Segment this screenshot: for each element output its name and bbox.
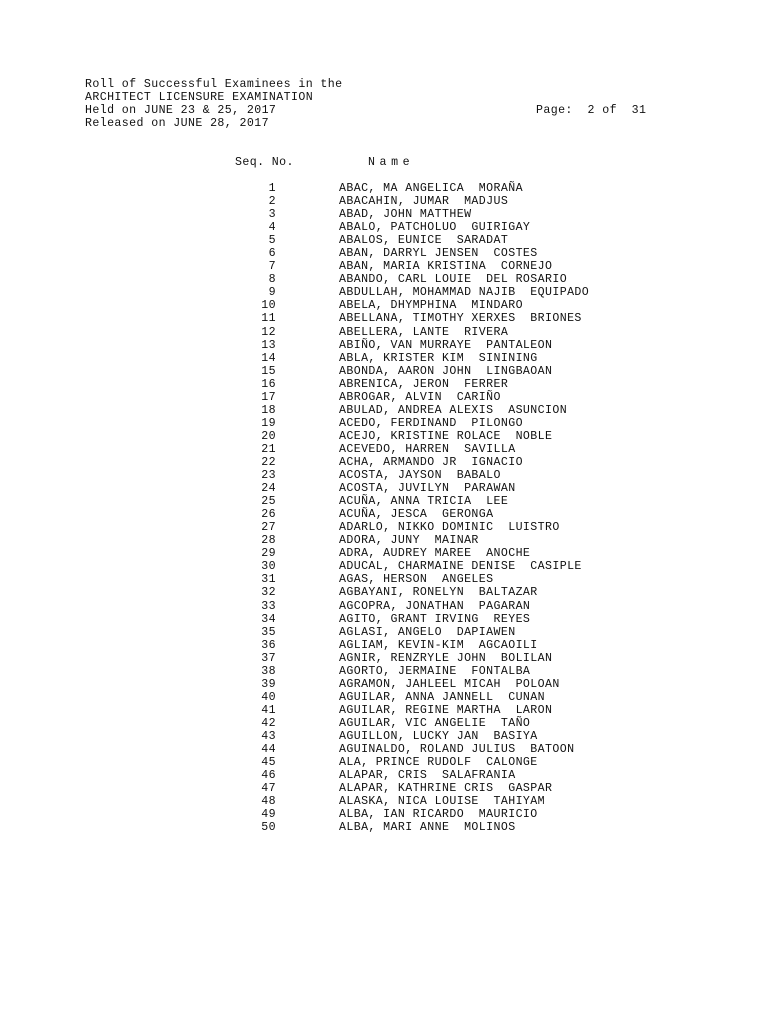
examinee-name: AGUILAR, REGINE MARTHA LARON <box>339 703 553 717</box>
examinee-name: ABAD, JOHN MATTHEW <box>339 208 472 222</box>
examinee-row <box>0 339 768 352</box>
examinee-name: ABAN, MARIA KRISTINA CORNEJO <box>339 260 553 274</box>
seq-number: 6 <box>268 247 276 261</box>
examinee-name: ACEJO, KRISTINE ROLACE NOBLE <box>339 429 553 443</box>
examinee-name: ACOSTA, JUVILYN PARAWAN <box>339 482 516 496</box>
examinee-row <box>0 704 768 717</box>
examinee-name: ABELLERA, LANTE RIVERA <box>339 325 509 339</box>
seq-number: 4 <box>268 221 276 235</box>
seq-number: 50 <box>261 821 276 835</box>
examinee-row <box>0 195 768 208</box>
seq-number: 33 <box>261 599 276 613</box>
examinee-row <box>0 365 768 378</box>
examinee-name: AGCOPRA, JONATHAN PAGARAN <box>339 599 531 613</box>
seq-number: 25 <box>261 495 276 509</box>
examinee-row <box>0 456 768 469</box>
seq-number: 38 <box>261 664 276 678</box>
seq-number: 36 <box>261 638 276 652</box>
examinee-name: ACHA, ARMANDO JR IGNACIO <box>339 455 523 469</box>
seq-number: 45 <box>261 756 276 770</box>
seq-number: 47 <box>261 782 276 796</box>
examinee-name: ABAC, MA ANGELICA MORAÑA <box>339 182 523 195</box>
examinee-row <box>0 208 768 221</box>
examinee-row <box>0 534 768 547</box>
examinee-name: ACEDO, FERDINAND PILONGO <box>339 416 523 430</box>
seq-number: 23 <box>261 469 276 483</box>
examinee-name: ABROGAR, ALVIN CARIÑO <box>339 390 501 404</box>
seq-number: 37 <box>261 651 276 665</box>
examinee-row <box>0 260 768 273</box>
examinee-name: AGUILAR, ANNA JANNELL CUNAN <box>339 690 546 704</box>
examinee-name: AGUINALDO, ROLAND JULIUS BATOON <box>339 743 575 757</box>
examinee-name: ADUCAL, CHARMAINE DENISE CASIPLE <box>339 560 582 574</box>
examinee-name: AGUILLON, LUCKY JAN BASIYA <box>339 729 538 743</box>
examinee-row <box>0 352 768 365</box>
examinee-row <box>0 273 768 286</box>
examinee-name: AGNIR, RENZRYLE JOHN BOLILAN <box>339 651 553 665</box>
examinee-row <box>0 769 768 782</box>
examinee-name: ABANDO, CARL LOUIE DEL ROSARIO <box>339 273 568 287</box>
examinee-name: ABRENICA, JERON FERRER <box>339 377 509 391</box>
examinee-row <box>0 652 768 665</box>
examinee-name: AGBAYANI, RONELYN BALTAZAR <box>339 586 538 600</box>
seq-number: 24 <box>261 482 276 496</box>
examinee-row <box>0 573 768 586</box>
seq-number: 26 <box>261 508 276 522</box>
examinee-name: ABLA, KRISTER KIM SININING <box>339 351 538 365</box>
examinee-row <box>0 560 768 573</box>
examinee-row <box>0 182 768 195</box>
seq-number: 49 <box>261 808 276 822</box>
examinee-row <box>0 312 768 325</box>
examinee-row <box>0 508 768 521</box>
seq-number: 12 <box>261 325 276 339</box>
examinee-row <box>0 613 768 626</box>
seq-number: 46 <box>261 769 276 783</box>
examinee-row <box>0 299 768 312</box>
examinee-row <box>0 665 768 678</box>
examinee-row <box>0 247 768 260</box>
column-header-name: Name <box>368 156 415 169</box>
examinee-name: ALBA, IAN RICARDO MAURICIO <box>339 808 538 822</box>
seq-number: 20 <box>261 429 276 443</box>
examinee-row <box>0 495 768 508</box>
examinee-row <box>0 378 768 391</box>
seq-number: 19 <box>261 416 276 430</box>
examinee-row <box>0 391 768 404</box>
examinee-name: ABULAD, ANDREA ALEXIS ASUNCION <box>339 403 568 417</box>
seq-number: 43 <box>261 729 276 743</box>
examinee-name: ABALOS, EUNICE SARADAT <box>339 234 509 248</box>
examinee-row <box>0 678 768 691</box>
examinee-row <box>0 547 768 560</box>
column-header-seq: Seq. No. <box>235 156 294 169</box>
seq-number: 18 <box>261 403 276 417</box>
examinee-row <box>0 521 768 534</box>
seq-number: 9 <box>268 286 276 300</box>
examinee-row <box>0 782 768 795</box>
document-title: Roll of Successful Examinees in the <box>85 78 343 91</box>
examinee-row <box>0 443 768 456</box>
examinee-row <box>0 795 768 808</box>
seq-number: 32 <box>261 586 276 600</box>
seq-number: 21 <box>261 442 276 456</box>
examinee-name: ABAN, DARRYL JENSEN COSTES <box>339 247 538 261</box>
examinee-name: AGLASI, ANGELO DAPIAWEN <box>339 625 516 639</box>
examinee-row <box>0 234 768 247</box>
seq-number: 3 <box>268 208 276 222</box>
seq-number: 22 <box>261 455 276 469</box>
seq-number: 30 <box>261 560 276 574</box>
examinee-name: ACEVEDO, HARREN SAVILLA <box>339 442 516 456</box>
examinee-name: ALASKA, NICA LOUISE TAHIYAM <box>339 795 546 809</box>
seq-number: 5 <box>268 234 276 248</box>
examinee-list <box>0 182 768 834</box>
examinee-name: ACUÑA, ANNA TRICIA LEE <box>339 495 509 509</box>
exam-name: ARCHITECT LICENSURE EXAMINATION <box>85 91 314 104</box>
examinee-row <box>0 743 768 756</box>
examinee-row <box>0 221 768 234</box>
examinee-row <box>0 469 768 482</box>
seq-number: 40 <box>261 690 276 704</box>
examinee-row <box>0 717 768 730</box>
examinee-row <box>0 586 768 599</box>
examinee-name: AGRAMON, JAHLEEL MICAH POLOAN <box>339 677 560 691</box>
examinee-row <box>0 482 768 495</box>
examinee-row <box>0 430 768 443</box>
seq-number: 16 <box>261 377 276 391</box>
seq-number: 11 <box>261 312 276 326</box>
seq-number: 15 <box>261 364 276 378</box>
seq-number: 10 <box>261 299 276 313</box>
seq-number: 17 <box>261 390 276 404</box>
examinee-name: AGLIAM, KEVIN-KIM AGCAOILI <box>339 638 538 652</box>
examinee-row <box>0 417 768 430</box>
examinee-name: AGITO, GRANT IRVING REYES <box>339 612 531 626</box>
seq-number: 31 <box>261 573 276 587</box>
seq-number: 13 <box>261 338 276 352</box>
seq-number: 8 <box>268 273 276 287</box>
examinee-name: ABALO, PATCHOLUO GUIRIGAY <box>339 221 531 235</box>
examinee-name: ADORA, JUNY MAINAR <box>339 534 479 548</box>
seq-number: 44 <box>261 743 276 757</box>
examinee-name: ABDULLAH, MOHAMMAD NAJIB EQUIPADO <box>339 286 590 300</box>
examinee-name: ADRA, AUDREY MAREE ANOCHE <box>339 547 531 561</box>
examinee-name: ABONDA, AARON JOHN LINGBAOAN <box>339 364 553 378</box>
examinee-row <box>0 821 768 834</box>
examinee-name: ABELA, DHYMPHINA MINDARO <box>339 299 523 313</box>
examinee-name: AGUILAR, VIC ANGELIE TAÑO <box>339 716 531 730</box>
examinee-name: ALAPAR, KATHRINE CRIS GASPAR <box>339 782 553 796</box>
page-number: Page: 2 of 31 <box>536 104 647 117</box>
seq-number: 39 <box>261 677 276 691</box>
examinee-row <box>0 626 768 639</box>
examinee-name: ACOSTA, JAYSON BABALO <box>339 469 501 483</box>
examinee-row <box>0 691 768 704</box>
examinee-row <box>0 639 768 652</box>
examinee-row <box>0 808 768 821</box>
seq-number: 7 <box>268 260 276 274</box>
seq-number: 42 <box>261 716 276 730</box>
examinee-name: AGORTO, JERMAINE FONTALBA <box>339 664 531 678</box>
examinee-name: AGAS, HERSON ANGELES <box>339 573 494 587</box>
examinee-name: ACUÑA, JESCA GERONGA <box>339 508 494 522</box>
seq-number: 48 <box>261 795 276 809</box>
seq-number: 34 <box>261 612 276 626</box>
examinee-name: ABELLANA, TIMOTHY XERXES BRIONES <box>339 312 582 326</box>
examinee-row <box>0 600 768 613</box>
examinee-name: ADARLO, NIKKO DOMINIC LUISTRO <box>339 521 560 535</box>
seq-number: 41 <box>261 703 276 717</box>
examinee-name: ABIÑO, VAN MURRAYE PANTALEON <box>339 338 553 352</box>
examinee-row <box>0 326 768 339</box>
seq-number: 28 <box>261 534 276 548</box>
seq-number: 2 <box>268 195 276 209</box>
examinee-name: ALBA, MARI ANNE MOLINOS <box>339 821 516 835</box>
seq-number: 1 <box>268 182 276 195</box>
seq-number: 14 <box>261 351 276 365</box>
examinee-row <box>0 286 768 299</box>
examinee-row <box>0 730 768 743</box>
examinee-name: ALAPAR, CRIS SALAFRANIA <box>339 769 516 783</box>
examinee-name: ALA, PRINCE RUDOLF CALONGE <box>339 756 538 770</box>
release-date: Released on JUNE 28, 2017 <box>85 117 269 130</box>
examinee-row <box>0 756 768 769</box>
seq-number: 27 <box>261 521 276 535</box>
exam-dates: Held on JUNE 23 & 25, 2017 <box>85 104 277 117</box>
examinee-row <box>0 404 768 417</box>
seq-number: 35 <box>261 625 276 639</box>
examinee-name: ABACAHIN, JUMAR MADJUS <box>339 195 509 209</box>
seq-number: 29 <box>261 547 276 561</box>
